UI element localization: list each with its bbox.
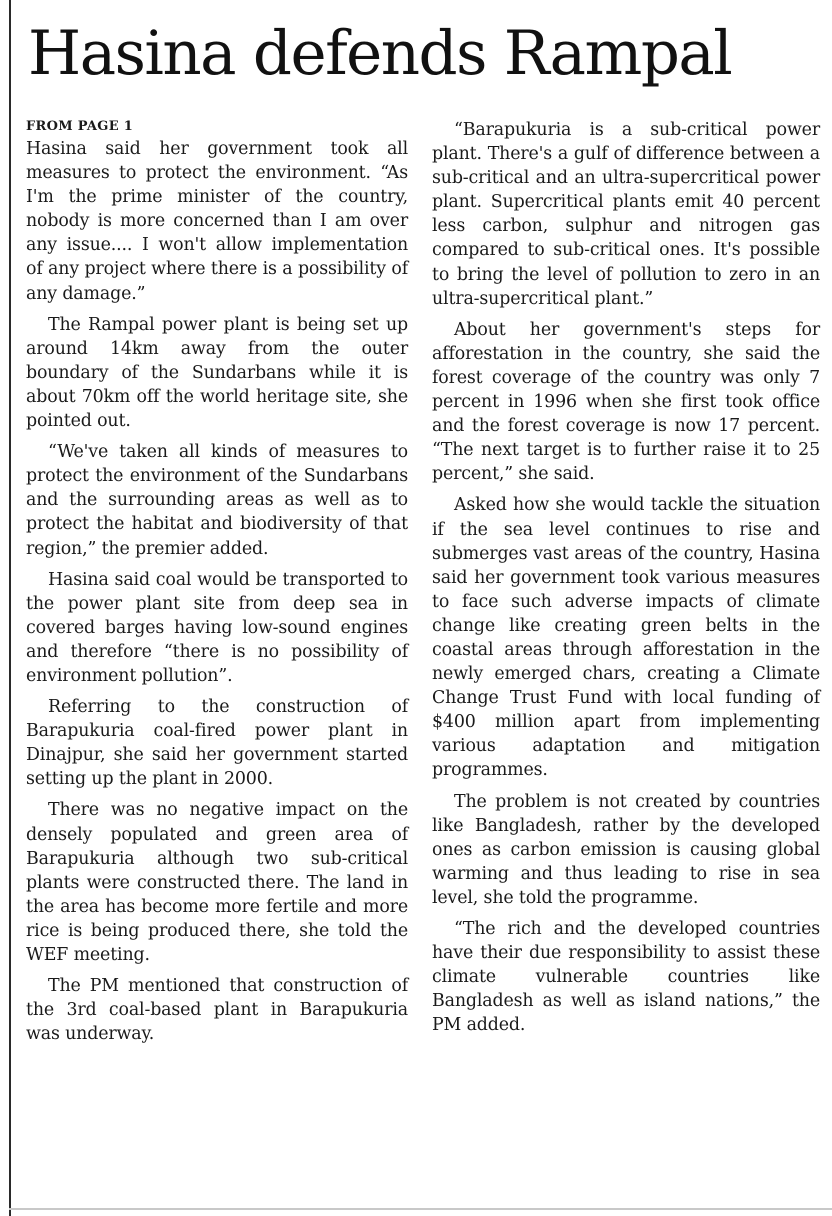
paragraph: The Rampal power plant is being set up around 14km away from the outer boundary of the Sundarbans while it is about 70km off the world heritage site, she pointed out. [26, 314, 408, 432]
paragraph: “The rich and the developed countries have their due responsibility to assist these climate vulnerable countries like Bangladesh as well as island nations,” the PM added. [432, 919, 820, 1036]
paragraph: “We've taken all kinds of measures to protect the environment of the Sundarbans and the surrounding areas as well as to protect the habitat and biodiversity of that region,” the premier added. [26, 442, 408, 559]
paragraph: There was no negative impact on the densely populated and green area of Barapukuria although two sub-critical plants were constructed there. The land in the area has become more fertile and more rice is being produced there, she told the WEF meeting. [26, 800, 408, 965]
paragraph: About her government's steps for afforestation in the country, she said the forest coverage of the country was only 7 percent in 1996 when she first took office and the forest coverage is now 17 percent. “The next target is to further raise it to 25 percent,” she said. [432, 319, 820, 485]
paragraph: The problem is not created by countries like Bangladesh, rather by the developed ones as carbon emission is causing global warming and thus leading to rise in sea level, she told the programme. [432, 791, 820, 908]
from-page-label: FROM PAGE 1 [26, 119, 134, 134]
headline: Hasina defends Rampal [28, 18, 732, 89]
paragraph: Asked how she would tackle the situation if the sea level continues to rise and submerges vast areas of the country, Hasina said her government took various measures to face such adverse impacts of climate change like creating green belts in the coastal areas through afforestation in the newly emerged chars, creating a Climate Change Trust Fund with local funding of $400 million apart from implementing various adaptation and mitigation programmes. [432, 495, 820, 781]
right-column [432, 118, 820, 1044]
bottom-border-rule [9, 1208, 832, 1210]
paragraph: The PM mentioned that construction of the 3rd coal-based plant in Barapukuria was underway. [26, 976, 408, 1045]
paragraph: Hasina said coal would be transported to the power plant site from deep sea in covered barges having low-sound engines and therefore “there is no possibility of environment pollution”. [26, 569, 408, 686]
paragraph: “Barapukuria is a sub-critical power plant. There's a gulf of difference between a sub-critical and an ultra-supercritical power plant. Supercritical plants emit 40 percent less carbon, sulphur and nitrogen gas compared to sub-critical ones. It's possible to bring the level of pollution to zero in an ultra-supercritical plant.” [432, 120, 820, 309]
paragraph: Referring to the construction of Barapukuria coal-fired power plant in Dinajpur, she said her government started setting up the plant in 2000. [26, 697, 408, 790]
paragraph: Hasina said her government took all measures to protect the environment. “As I'm the prime minister of the country, nobody is more concerned than I am over any issue.... I won't allow implementation of any project where there is a possibility of any damage.” [26, 139, 408, 304]
left-border-rule [9, 0, 11, 1216]
left-column [26, 118, 408, 1053]
